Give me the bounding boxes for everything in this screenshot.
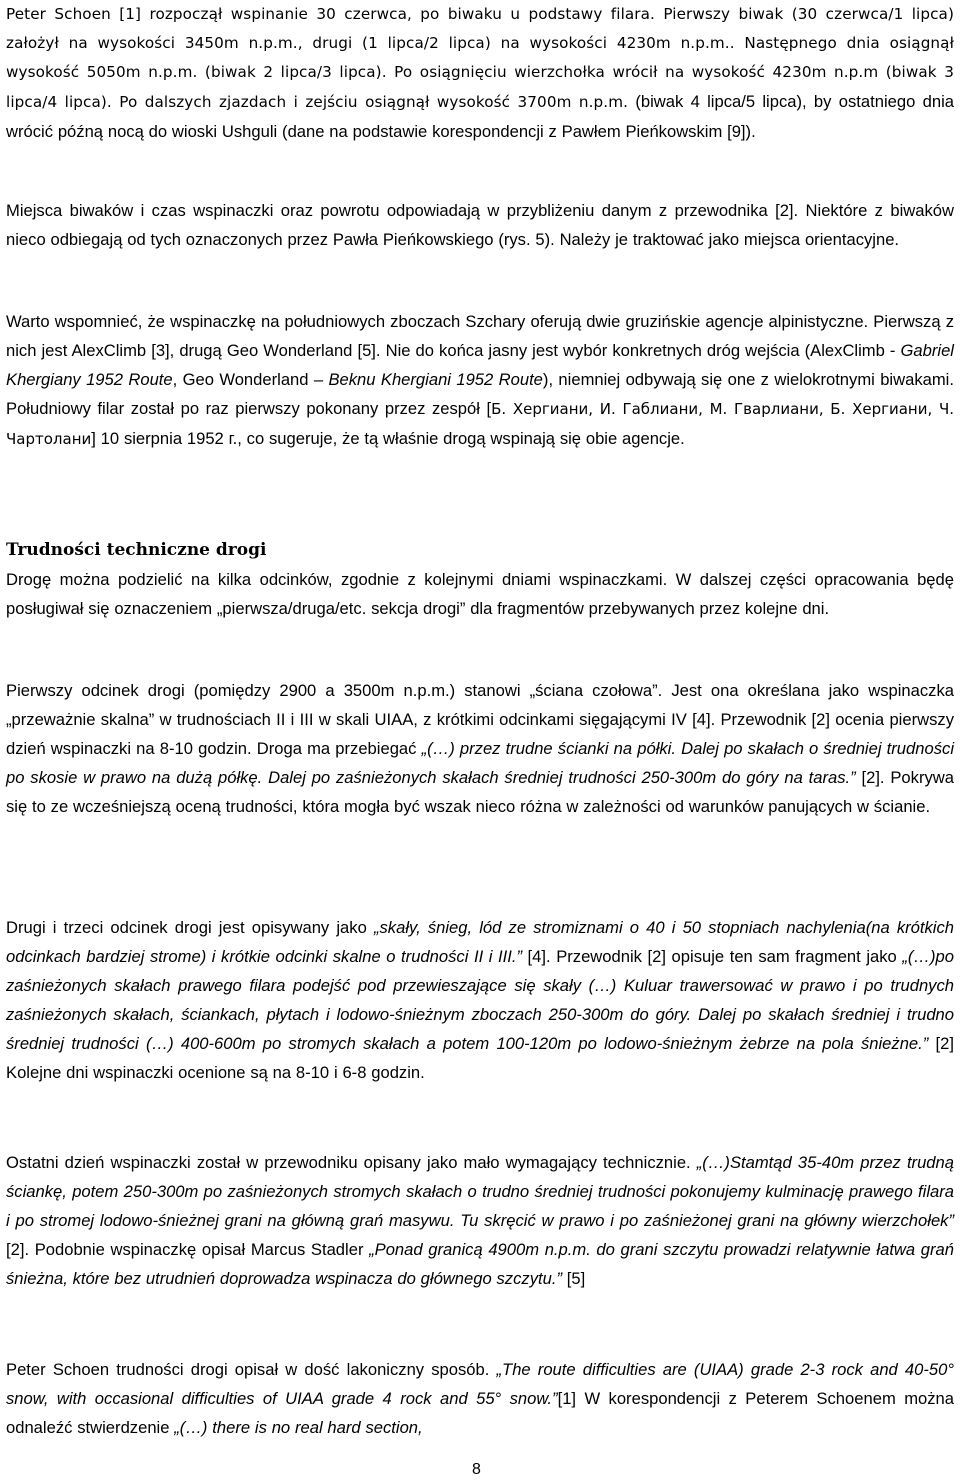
paragraph-schoen-bivouacs (6, 0, 954, 146)
text-run: Warto wspomnieć, że wspinaczkę na południowych zboczach Szchary oferują dwie gruzińskie agencje alpinistyczne. Pierwszą z nich jest AlexClimb [3], drugą Geo Wonderland [5]. Nie do końca jasny jest wybór konkretnych dróg wejścia (AlexClimb - (6, 312, 954, 360)
italic-quote: „(…) there is no real hard section, (174, 1418, 423, 1437)
text-run: [5] (561, 1269, 586, 1288)
paragraph-last-day (6, 1148, 954, 1293)
paragraph-agencies (6, 307, 954, 454)
text-run: [1] W korespondencji z Peterem Schoenem można odnaleźć stwierdzenie (6, 1389, 954, 1437)
paragraph-first-section (6, 676, 954, 821)
paragraph-second-third-section (6, 913, 954, 1087)
page-number: 8 (472, 1461, 481, 1478)
text-run: [2]. Podobnie wspinaczkę opisał Marcus Stadler (6, 1240, 370, 1259)
text-run: ] 10 sierpnia 1952 г., co sugeruje, że tą właśnie drogą wspinają się obie agencje. (91, 429, 685, 448)
text-run: , Geo Wonderland – (172, 370, 329, 389)
text-run: [2]. Pokrywa się to ze wcześniejszą oceną trudności, która mogła być wszak nieco różna w zależności od warunków panujących w ścianie. (6, 768, 954, 816)
paragraph-part: (biwak 4 lipca/5 lipca), by ostatniego dnia wrócić późną nocą do wioski Ushguli (dane na podstawie korespondencji z Pawłem Pieńkowskim [9]). (6, 92, 954, 141)
cyrillic-team-names: Б. Хергиани, И. Габлиани, М. Гварлиани, Б. Хергиани, Ч. Чартолани (6, 400, 954, 448)
text-run: Pierwszy odcinek drogi (pomiędzy 2900 a 3500m n.p.m.) stanowi „ściana czołowa”. Jest ona określana jako wspinaczka „przeważnie skalna” w trudnościach II i III w skali UIAA, z krótkimi odcinkami sięgającymi IV [4]. Przewodnik [2] ocenia pierwszy dzień wspinaczki na 8-10 godzin. Droga ma przebiegać (6, 681, 954, 758)
section-heading: Trudności techniczne drogi (6, 540, 267, 560)
italic-quote: „Ponad granicą 4900m n.p.m. do grani szczytu prowadzi relatywnie łatwa grań śnieżna, które bez utrudnień doprowadza wspinacza do głównego szczytu.” (6, 1240, 954, 1288)
paragraph-schoen-difficulties (6, 1355, 954, 1442)
paragraph-part-dejavu: Peter Schoen [1] rozpoczął wspinanie 30 czerwca, po biwaku u podstawy filara. Pierwszy biwak (30 czerwca/1 lipca) założył na wysokości 3450m n.p.m., drugi (1 lipca/2 lipca) na wysokości 4230m n.p.m.. Następnego dnia osiągnął wysokość 5050m n.p.m. (biwak 2 lipca/3 lipca). Po osiągnięciu wierzchołka wrócił na wysokość 4230m n.p.m (biwak 3 lipca/4 lipca). Po dalszych zjazdach i zejściu osiągnął wysokość 3700m n.p.m. (6, 5, 954, 111)
italic-run: Beknu Khergiani 1952 Route (328, 370, 543, 389)
text-run: Ostatni dzień wspinaczki został w przewodniku opisany jako mało wymagający technicznie. (6, 1153, 697, 1172)
paragraph-bivouac-places: Miejsca biwaków i czas wspinaczki oraz powrotu odpowiadają w przybliżeniu danym z przewodnika [2]. Niektóre z biwaków nieco odbiegają od tych oznaczonych przez Pawła Pieńkowskiego (rys. 5). Należy je traktować jako miejsca orientacyjne. (6, 201, 954, 249)
text-run: [4]. Przewodnik [2] opisuje ten sam fragment jako (521, 947, 903, 966)
text-run: Drugi i trzeci odcinek drogi jest opisywany jako (6, 918, 374, 937)
italic-quote: „(…)po zaśnieżonych skałach prawego filara podejść pod przewieszające się skały (…) Kuluar trawersować w prawo i po trudnych zaśnieżonych skałach, ściankach, płytach i lodowo-śnieżnym zboczach 250-300m do góry. Dalej po skałach średniej i trudno średniej trudności (…) 400-600m po stromych skałach a potem 100-120m po lodowo-śnieżnym żebrze na pola śnieżne.” (6, 947, 954, 1053)
italic-quote: „(…) przez trudne ścianki na półki. Dalej po skałach o średniej trudności po skosie w prawo na dużą półkę. Dalej po zaśnieżonych skałach średniej trudności 250-300m do góry na taras.” (6, 739, 954, 787)
italic-quote: „(…)Stamtąd 35-40m przez trudną ściankę, potem 250-300m po zaśnieżonych stromych skałach o trudno średniej trudności pokonujemy kulminację prawego filara i po stromej lodowo-śnieżnej grani na główną grań masywu. Tu skręcić w prawo i po zaśnieżonej grani na główny wierzchołek” (6, 1153, 954, 1230)
italic-quote: „The route difficulties are (UIAA) grade 2-3 rock and 40-50° snow, with occasional difficulties of UIAA grade 4 rock and 55° snow.” (6, 1360, 954, 1408)
italic-quote: „skały, śnieg, lód ze stromiznami o 40 i 50 stopniach nachylenia(na krótkich odcinkach bardziej strome) i krótkie odcinki skalne o trudności II i III.” (6, 918, 954, 966)
text-run: Peter Schoen trudności drogi opisał w dość lakoniczny sposób. (6, 1360, 497, 1379)
document-page (6, 0, 954, 1484)
text-run: ), niemniej odbywają się one z wielokrotnymi biwakami. Południowy filar został po raz pierwszy pokonany przez zespół [ (6, 370, 954, 418)
paragraph-route-sections: Drogę można podzielić na kilka odcinków, zgodnie z kolejnymi dniami wspinaczkami. W dalszej części opracowania będę posługiwał się oznaczeniem „pierwsza/druga/etc. sekcja drogi” dla fragmentów przebywanych przez kolejne dni. (6, 570, 954, 618)
italic-run: Gabriel Khergiany 1952 Route (6, 341, 954, 389)
text-run: [2] Kolejne dni wspinaczki ocenione są na 8-10 i 6-8 godzin. (6, 1034, 954, 1082)
